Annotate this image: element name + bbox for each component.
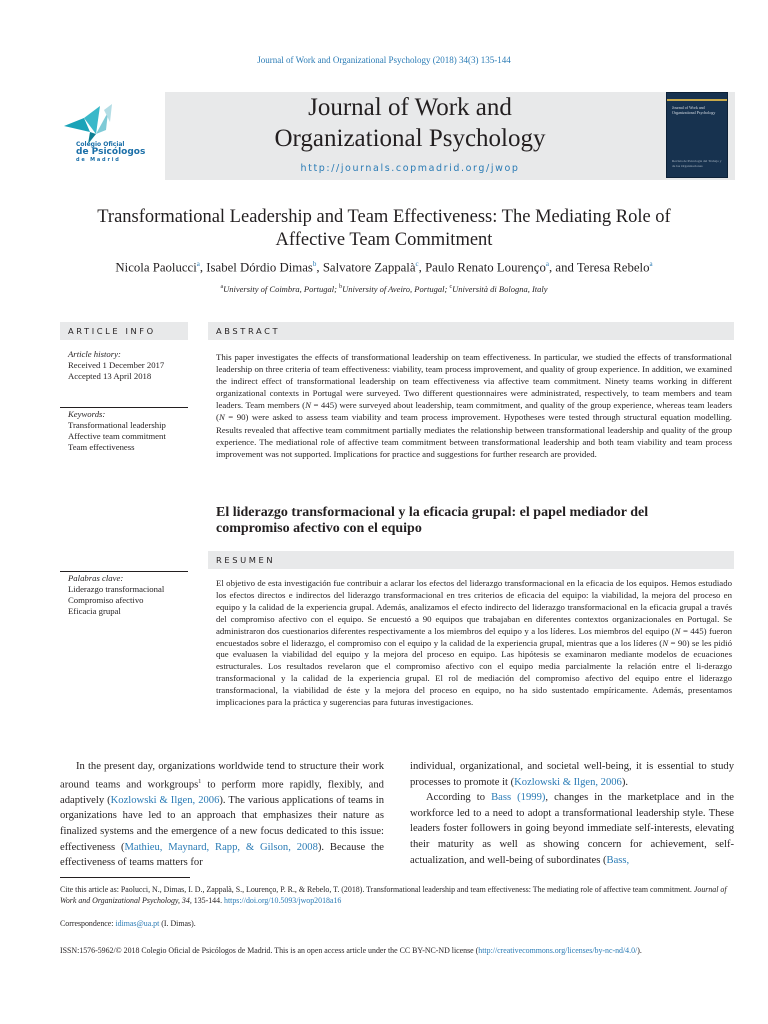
affiliation: University of Aveiro, Portugal;: [342, 284, 450, 294]
resumen-heading-bar: [208, 551, 734, 569]
affil-mark: b: [339, 284, 343, 291]
body-paragraph: [410, 790, 734, 868]
author-separator: ,: [316, 260, 323, 275]
paper-title: [60, 206, 708, 252]
journal-cover-image: [666, 92, 728, 178]
author-name: Paulo Renato Lourenço: [425, 260, 546, 275]
resumen-heading: RESUMEN: [216, 555, 276, 565]
resumen-part: El objetivo de esta investigación fue contribuir a aclarar los efectos del liderazgo transformacional en la eficacia de los equipos. Hemos estudiado los efectos directos e indirectos del liderazgo transformacional en tres criterios de eficacia del equipo: la viabilidad, la mejora del proceso en equipo y la calidad de la experiencia grupal. Además, analizamos el efecto indirecto del liderazgo transformacional en la eficacia grupal a través del compromiso afectivo con el equipo. Se encuestó a 90 equipos que trabajaban en diferentes contextos organizacionales en Portugal. Se administraron dos cuestionarios diferentes respectivamente a los miembros del equipo y a los líderes. Los miembros del equipo (: [216, 578, 732, 636]
journal-citation-header: Journal of Work and Organizational Psychology (2018) 34(3) 135-144: [257, 55, 511, 65]
abstract-part: = 445) were surveyed about leadership, team commitment, and quality of the group experience, whereas team leaders (: [216, 400, 732, 423]
body-text: individual, organizational, and societal well-being, it is essential to study processes to promote it (: [410, 761, 734, 788]
paper-title-line-1: Transformational Leadership and Team Effectiveness: The Mediating Role of: [97, 207, 671, 227]
palabra-clave: Liderazgo transformacional: [68, 584, 165, 594]
author-affil-mark: b: [312, 260, 317, 268]
author-separator: , and: [549, 260, 577, 275]
author-affil-mark: a: [196, 260, 200, 268]
abstract-heading: ABSTRACT: [216, 326, 281, 336]
logo-line-1: Colegio Oficial: [76, 141, 125, 148]
spanish-title-line-2: compromiso afectivo con el equipo: [216, 521, 422, 536]
body-text: to perform more rapidly, flexibly, and adaptively (: [60, 779, 384, 806]
article-history: [68, 349, 164, 382]
keywords-block: [68, 409, 166, 453]
author-name: Teresa Rebelo: [576, 260, 650, 275]
body-text: ).: [621, 776, 629, 788]
body-column-left: [60, 759, 384, 871]
spanish-title: [216, 505, 732, 537]
author-list: [0, 260, 768, 275]
affiliation: University of Coimbra, Portugal;: [223, 284, 340, 294]
cover-band: [667, 99, 727, 101]
divider: [60, 571, 188, 572]
body-text: ). Because the effectiveness of teams matters for: [60, 841, 384, 869]
correspondence-note: [60, 919, 732, 928]
received-date: Received 1 December 2017: [68, 360, 165, 370]
body-paragraph: [410, 759, 734, 790]
affil-mark: a: [220, 284, 224, 291]
keyword: Transformational leadership: [68, 420, 166, 430]
cover-footer: Revista de Psicología del Trabajo y de las Organizaciones: [672, 159, 722, 168]
divider: [60, 407, 188, 408]
n-symbol: N: [305, 400, 311, 411]
author-name: Nicola Paolucci: [115, 260, 197, 275]
journal-title: [245, 92, 575, 154]
author-affil-mark: a: [545, 260, 549, 268]
body-text: ). The various applications of teams in organizations have led to an approach that emphasizes their nature as finalized systems and the emergence of a new focus dedicated to this issue: effectiveness (: [60, 794, 384, 853]
license-link[interactable]: http://creativecommons.org/licenses/by-nc-nd/4.0/: [478, 946, 638, 955]
palabras-clave-block: [68, 573, 164, 617]
keyword: Team effectiveness: [68, 442, 135, 452]
abstract-part: This paper investigates the effects of transformational leadership on team effectiveness. In particular, we studied the effects of transformational leadership on three criteria of team effectiveness: viability, team process improvement, and quality of group experience. In addition, we examined the indirect effect of transformational leadership on team effectiveness via affective team commitment. Ninety teams working in different organizational contexts in Portugal were surveyed. Two different questionnaires were administrated, respectively, to team members and team leaders. Team members (: [216, 352, 732, 411]
author-affil-mark: a: [649, 260, 653, 268]
journal-masthead: [165, 92, 735, 180]
journal-title-line-2: Organizational Psychology: [274, 125, 546, 152]
keyword: Affective team commitment: [68, 431, 166, 441]
doi-link[interactable]: https://doi.org/10.5093/jwop2018a16: [224, 896, 342, 905]
citation-link[interactable]: Kozlowski & Ilgen, 2006: [110, 794, 220, 806]
citation-link[interactable]: Bass,: [606, 854, 630, 866]
accepted-date: Accepted 13 April 2018: [68, 371, 152, 381]
body-paragraph: [60, 759, 384, 871]
abstract-text: [216, 351, 732, 460]
body-text: In the present day, organizations worldwide tend to structure their work around teams and workgroups: [60, 761, 384, 791]
license-text: ISSN:1576-5962/© 2018 Colegio Oficial de Psicólogos de Madrid. This is an open access article under the CC BY-NC-ND license (: [60, 946, 479, 955]
palabra-clave: Eficacia grupal: [68, 606, 121, 616]
resumen-part: = 90) se les pidió que evaluasen la viabilidad del equipo y la mejora del proceso en equipo. Las hipótesis se examinaron mediante modelos de ecuaciones estructurales. Los resultados revelaron que el compromiso afectivo con el equipo media parcialmente la relación entre el li-derazgo transformacional y la calidad de la experiencia grupal. El rol de mediación del compromiso afectivo del equipo entre el liderazgo transformacional, la viabilidad de éste y la mejora del proceso en equipo, no ha sido sustentado empíricamente. Además, presentamos implicaciones para la práctica y sugerencias para futuras investigaciones.: [216, 637, 732, 708]
citation-link[interactable]: Bass (1999): [491, 792, 546, 804]
cover-title: Journal of Work and Organizational Psychology: [672, 105, 716, 115]
n-symbol: N: [218, 412, 225, 423]
corr-label: Correspondence:: [60, 919, 116, 928]
author-affil-mark: c: [415, 260, 419, 268]
email-link[interactable]: idimas@ua.pt: [115, 919, 160, 928]
affiliations: [0, 284, 768, 294]
body-text: , changes in the marketplace and in the workforce led to a need to adopt a transformational leadership style. These leaders foster followers in going beyond immediate self-interests, elevating their maturity as well as showing concern for achievement, self-actualization, and well-being of subordinates (: [410, 792, 734, 866]
author-separator: ,: [418, 260, 426, 275]
license-text: ).: [637, 946, 642, 955]
article-info-heading-bar: [60, 322, 188, 340]
corr-name: (I. Dimas).: [159, 919, 196, 928]
history-label: Article history:: [68, 349, 121, 359]
cite-text: Cite this article as: Paolucci, N., Dimas, I. D., Zappalà, S., Lourenço, P. R., & Rebelo, T. (2018). Transformational leadership and team effectiveness: The mediating role of affective team commitment.: [60, 885, 694, 894]
affil-mark: c: [449, 284, 453, 291]
footnote-divider: [60, 877, 190, 878]
author-separator: ,: [199, 260, 207, 275]
palabra-clave: Compromiso afectivo: [68, 595, 144, 605]
body-column-right: [410, 759, 734, 868]
logo-line-2: de Psicólogos: [76, 147, 146, 157]
paper-title-line-2: Affective Team Commitment: [275, 230, 493, 250]
n-symbol: N: [662, 637, 669, 648]
resumen-text: [216, 578, 732, 709]
resumen-part: = 445) fueron encuestados sobre el liderazgo, el compromiso con el equipo y la calidad de la experiencia grupal, mientras que a los líderes (: [216, 625, 732, 648]
footnote-mark: 1: [198, 778, 202, 785]
cite-as-note: [60, 884, 732, 906]
journal-title-line-1: Journal of Work and: [308, 94, 512, 121]
article-info-heading: ARTICLE INFO: [68, 326, 156, 336]
cite-journal: Journal of Work and Organizational Psychology, 34,: [60, 885, 727, 905]
palabras-label: Palabras clave:: [68, 573, 124, 583]
author-name: Salvatore Zappalà: [322, 260, 416, 275]
citation-link[interactable]: Mathieu, Maynard, Rapp, & Gilson, 2008: [124, 841, 318, 853]
affiliation: Università di Bologna, Italy: [452, 284, 548, 294]
abstract-heading-bar: [208, 322, 734, 340]
n-symbol: N: [674, 625, 681, 636]
body-text: According to: [426, 792, 492, 804]
abstract-part: = 90) were asked to assess team viability and team process improvement. Hypotheses were tested through structural equation modelling. Results revealed that affective team commitment partially mediates the relationship between transformational leadership and quality of the group experience. The mediational role of affective team commitment between transformational leadership and both team viability and team process improvement was not supported. Implications for practice and suggestions for further research are provided.: [216, 412, 732, 459]
spanish-title-line-1: El liderazgo transformacional y la eficacia grupal: el papel mediador del: [216, 505, 649, 520]
logo-line-3: de Madrid: [76, 157, 121, 163]
author-name: Isabel Dórdio Dimas: [206, 260, 313, 275]
cite-text: 135-144.: [191, 896, 225, 905]
logo-wordmark: [76, 141, 145, 164]
license-note: [60, 946, 740, 955]
journal-url-link[interactable]: http://journals.copmadrid.org/jwop: [300, 163, 520, 174]
citation-link[interactable]: Kozlowski & Ilgen, 2006: [514, 776, 622, 788]
keywords-label: Keywords:: [68, 409, 106, 419]
